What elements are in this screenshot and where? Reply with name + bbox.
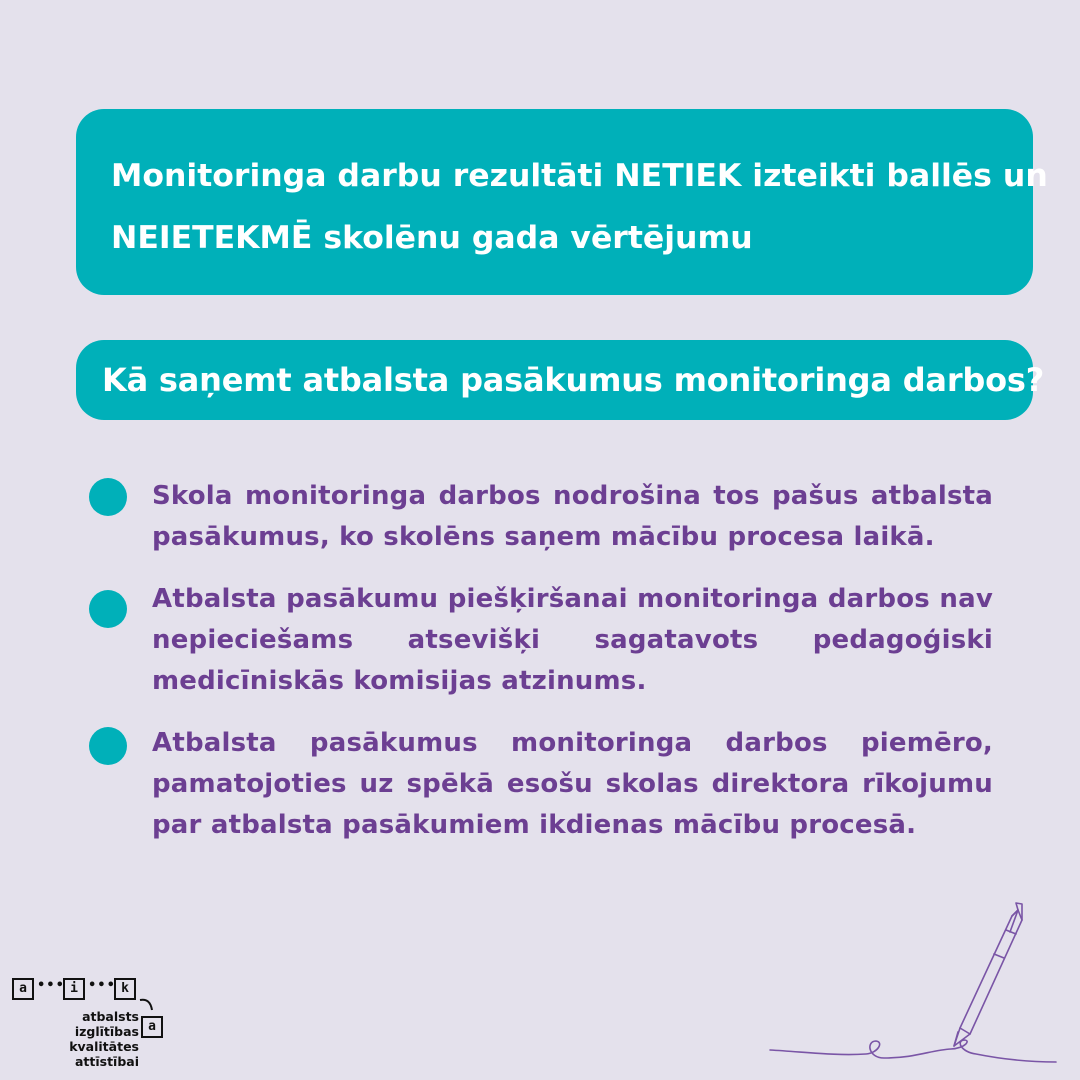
aika-logo (10, 976, 180, 1076)
logo-letter-a: a (12, 978, 34, 1000)
pen-signature-icon (766, 902, 1066, 1072)
bullet-list (88, 476, 993, 867)
logo-line: atbalsts (82, 1009, 139, 1024)
list-item (88, 476, 993, 558)
logo-text (64, 1009, 139, 1069)
logo-line: attīstībai (74, 1054, 139, 1069)
logo-dots: ••• (88, 978, 116, 993)
logo-letter-k: k (114, 978, 136, 1000)
header-line-2: NEIETEKMĒ skolēnu gada vērtējumu (111, 220, 753, 256)
bullet-dot-icon (89, 590, 127, 628)
logo-letter-a2: a (141, 1016, 163, 1038)
bullet-dot-icon (89, 727, 127, 765)
logo-dots: ••• (37, 978, 65, 993)
question-text: Kā saņemt atbalsta pasākumus monitoringa darbos? (102, 361, 1045, 399)
header-card (76, 109, 1048, 295)
logo-connector-icon (138, 996, 158, 1016)
logo-line: izglītības (74, 1024, 139, 1039)
header-line-1: Monitoringa darbu rezultāti NETIEK izteikti ballēs un (111, 158, 1048, 194)
list-item (88, 579, 993, 702)
question-card (76, 340, 1045, 420)
logo-letter-i: i (63, 978, 85, 1000)
list-item (88, 723, 993, 846)
logo-line: kvalitātes (69, 1039, 139, 1054)
bullet-dot-icon (89, 478, 127, 516)
bullet-text: Atbalsta pasākumu piešķiršanai monitoringa darbos nav nepieciešams atsevišķi sagatavots pedagoģiski medicīniskās komisijas atzinums. (152, 584, 993, 696)
bullet-text: Skola monitoringa darbos nodrošina tos pašus atbalsta pasākumus, ko skolēns saņem mācību procesa laikā. (152, 481, 993, 552)
bullet-text: Atbalsta pasākumus monitoringa darbos piemēro, pamatojoties uz spēkā esošu skolas direktora rīkojumu par atbalsta pasākumiem ikdienas mācību procesā. (152, 728, 993, 840)
